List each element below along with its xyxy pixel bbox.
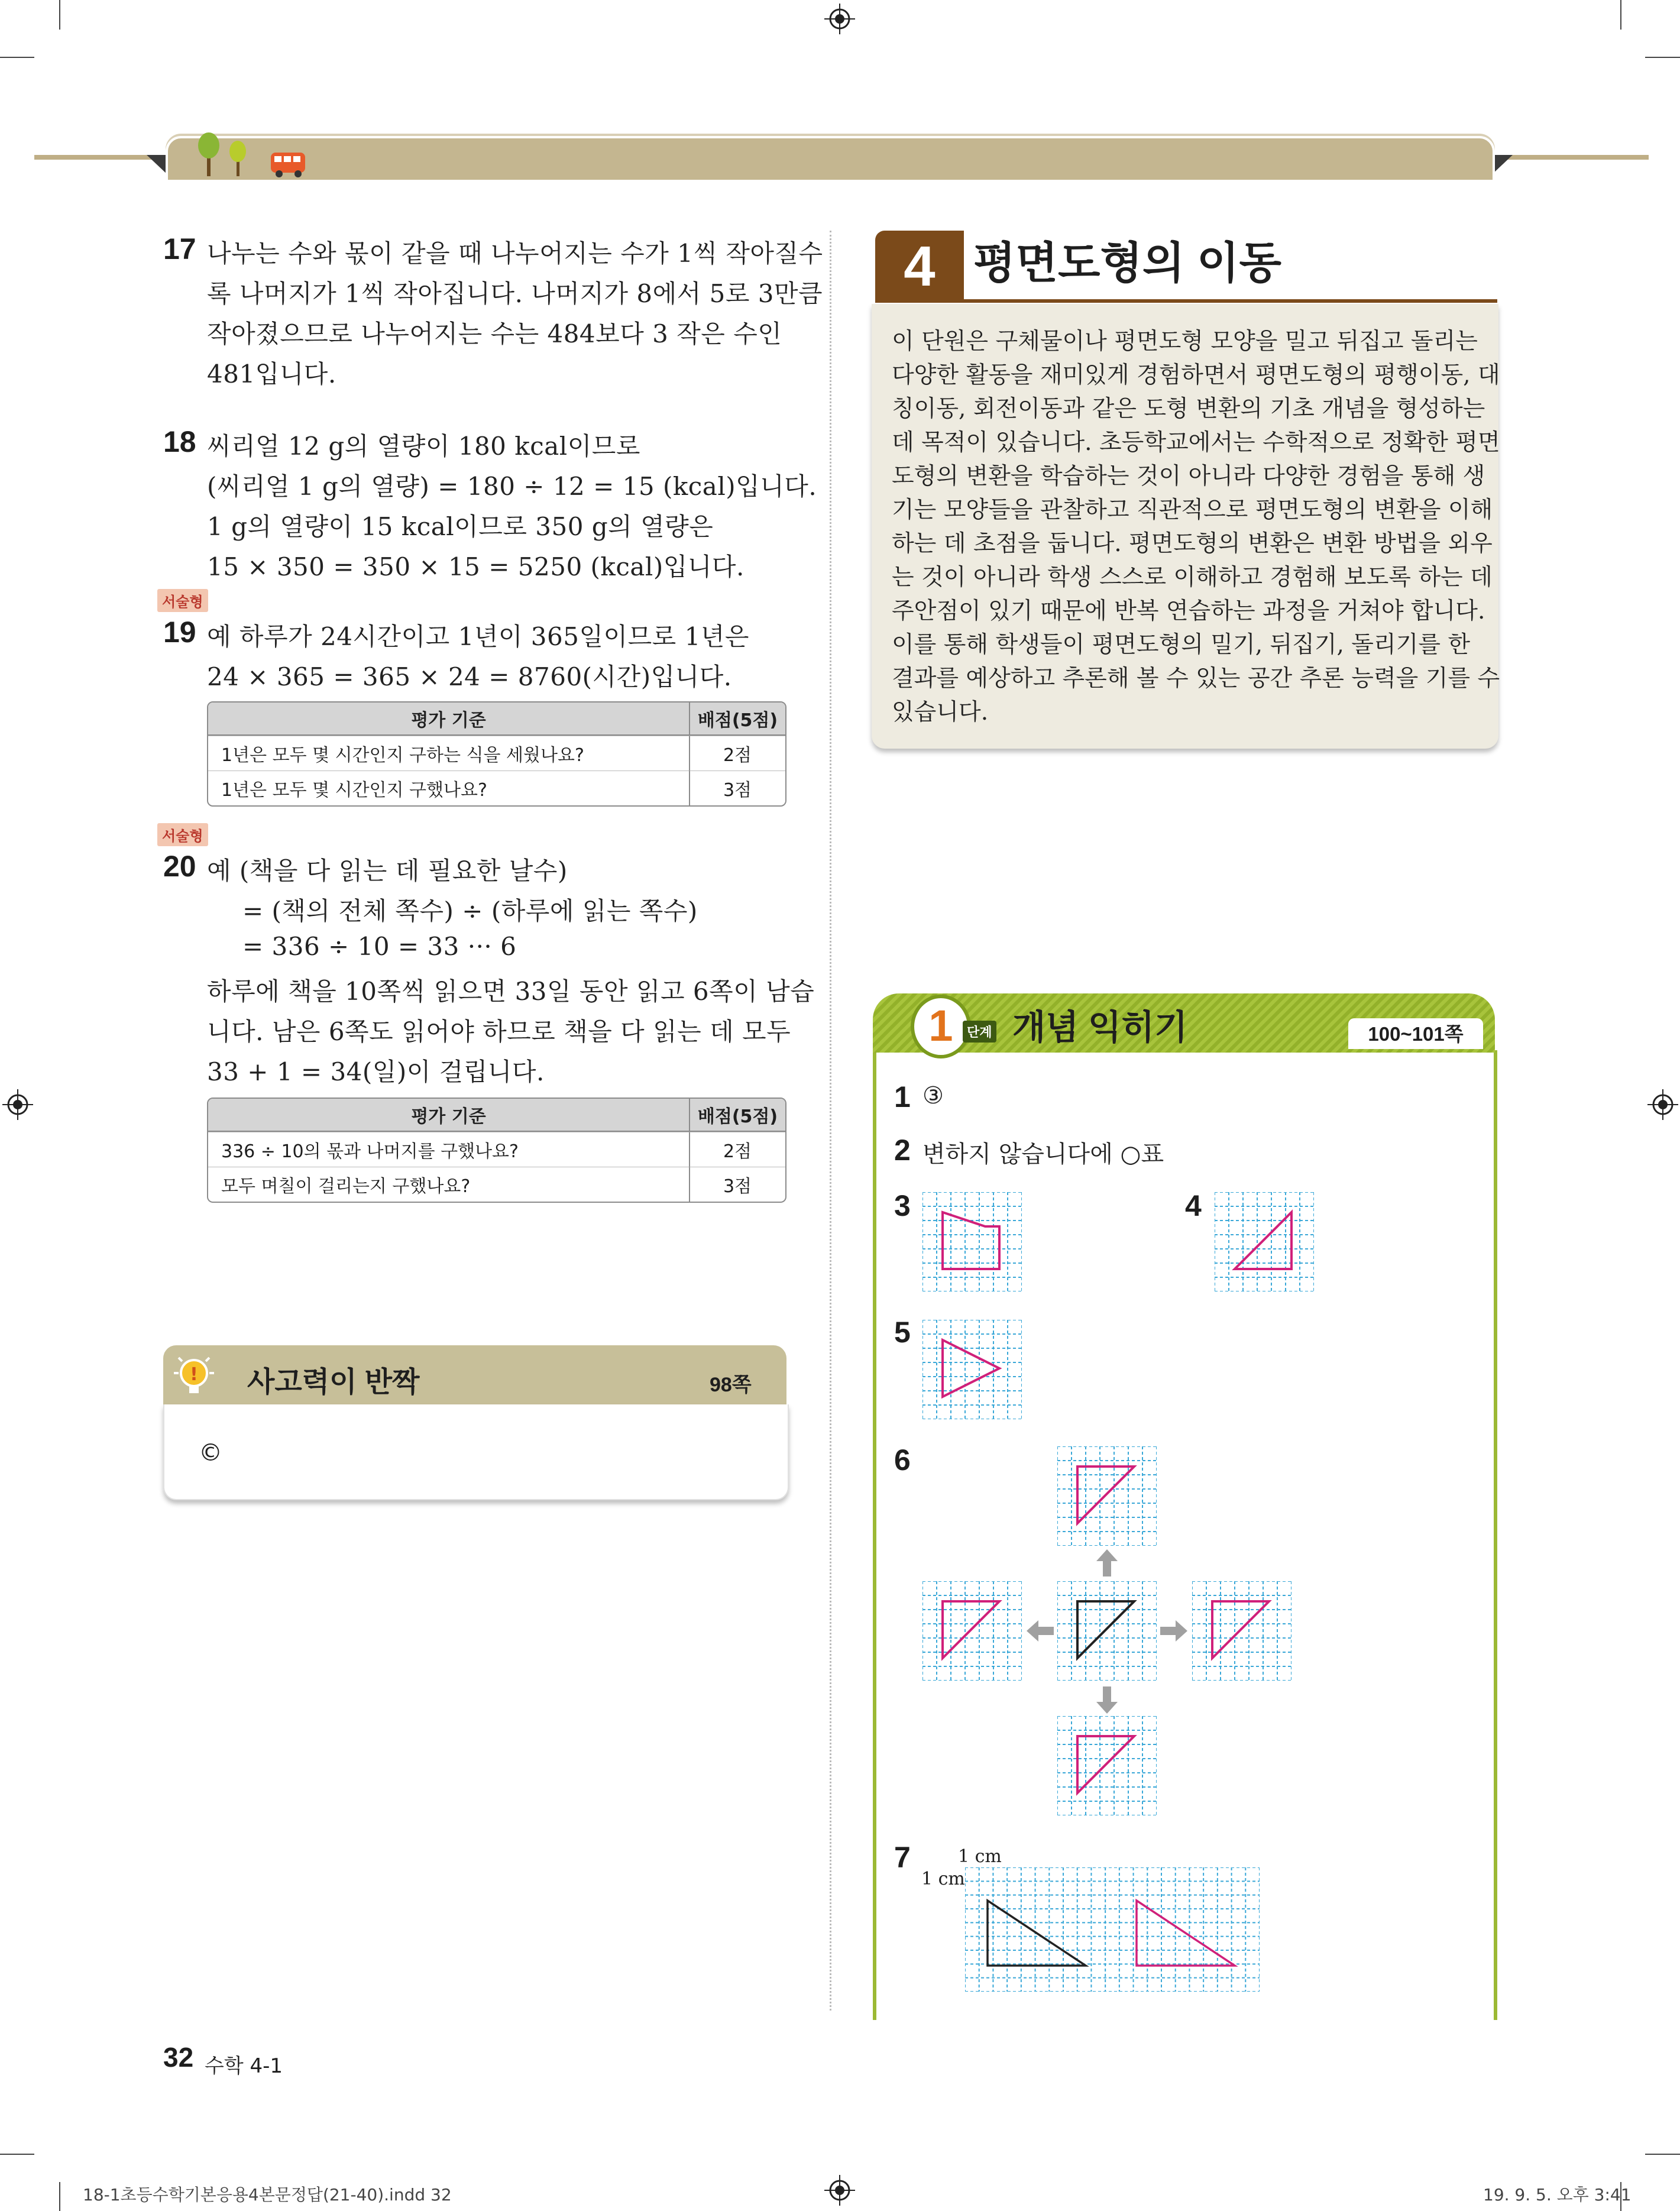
problem-text: 나누는 수와 몫이 같을 때 나누어지는 수가 1씩 작아질수 [207, 239, 823, 268]
crop-mark [1645, 2154, 1680, 2155]
descriptive-badge: 서술형 [157, 823, 208, 846]
think-box-answer: © [199, 1439, 222, 1467]
crop-mark [1620, 0, 1621, 30]
intro-text: 는 것이 아니라 학생 스스로 이해하고 경험해 보도록 하는 데 [892, 564, 1493, 591]
think-box-body [163, 1404, 789, 1500]
problem-number: 18 [163, 425, 196, 458]
think-box-page: 98쪽 [710, 1374, 752, 1396]
problem-text: (씨리얼 1 g의 열량) = 180 ÷ 12 = 15 (kcal)입니다. [207, 472, 817, 501]
table-cell: 2점 [689, 1132, 785, 1167]
registration-mark-icon [1647, 1089, 1678, 1120]
registration-mark-icon [824, 4, 855, 34]
answer-number: 7 [894, 1841, 911, 1874]
table-header: 평가 기준 [208, 703, 689, 736]
table-cell: 3점 [689, 771, 785, 805]
problem-text: 록 나머지가 1씩 작아집니다. 나머지가 8에서 5로 3만큼 [207, 279, 823, 308]
answer-number: 2 [894, 1134, 911, 1167]
problem-text: = (책의 전체 쪽수) ÷ (하루에 읽는 쪽수) [242, 896, 698, 925]
table-row [208, 1167, 785, 1202]
tree-bus-icon [195, 131, 313, 177]
intro-text: 주안점이 있기 때문에 반복 연습하는 과정을 거쳐야 합니다. [892, 598, 1485, 624]
intro-text: 다양한 활동을 재미있게 경험하면서 평면도형의 평행이동, 대 [892, 362, 1500, 389]
problem-text: 1 g의 열량이 15 kcal이므로 350 g의 열량은 [207, 512, 714, 541]
file-name: 18-1초등수학기본응용4본문정답(21-40).indd 32 [83, 2185, 452, 2204]
answer-6-center-grid [1057, 1581, 1157, 1681]
problem-number: 19 [163, 616, 196, 649]
table-cell: 1년은 모두 몇 시간인지 구하는 식을 세웠나요? [208, 736, 689, 771]
table-row [208, 1132, 785, 1167]
table-cell: 모두 며칠이 걸리는지 구했나요? [208, 1167, 689, 1202]
chapter-number: 4 [875, 231, 964, 302]
page-number: 32 [163, 2042, 194, 2073]
column-divider [830, 231, 831, 2011]
crop-mark [1645, 57, 1680, 58]
chapter-title: 평면도형의 이동 [973, 238, 1281, 287]
print-timestamp: 19. 9. 5. 오후 3:41 [1483, 2185, 1632, 2204]
arrow-left-icon [1027, 1620, 1054, 1642]
table-header: 배점(5점) [689, 703, 785, 736]
problem-text: 33 + 1 = 34(일)이 걸립니다. [207, 1057, 545, 1086]
evaluation-table [207, 701, 786, 807]
table-cell: 3점 [689, 1167, 785, 1202]
intro-text: 하는 데 초점을 둡니다. 평면도형의 변환은 변환 방법을 외우 [892, 530, 1493, 557]
answer-number: 6 [894, 1443, 911, 1477]
descriptive-badge: 서술형 [157, 589, 208, 612]
answer-number: 1 [894, 1080, 911, 1113]
step-number: 1 [911, 995, 971, 1058]
table-row [208, 736, 785, 771]
problem-number: 20 [163, 850, 196, 883]
step-pages: 100~101쪽 [1348, 1018, 1483, 1049]
svg-text:!: ! [190, 1364, 198, 1385]
problem-text: 481입니다. [207, 360, 336, 389]
answer-4-grid [1215, 1192, 1314, 1291]
problem-text: 예 하루가 24시간이고 1년이 365일이므로 1년은 [207, 622, 749, 651]
think-box-title: 사고력이 반짝 [247, 1367, 420, 1398]
table-cell: 1년은 모두 몇 시간인지 구했나요? [208, 771, 689, 805]
problem-text: 24 × 365 = 365 × 24 = 8760(시간)입니다. [207, 662, 732, 691]
problem-text: = 336 ÷ 10 = 33 ··· 6 [242, 932, 517, 961]
problem-text: 니다. 남은 6쪽도 읽어야 하므로 책을 다 읽는 데 모두 [207, 1017, 791, 1046]
table-cell: 336 ÷ 10의 몫과 나머지를 구했나요? [208, 1132, 689, 1167]
registration-mark-icon [824, 2175, 855, 2206]
answer-6-down-grid [1057, 1716, 1157, 1815]
answer-3-grid [922, 1192, 1022, 1291]
table-header: 평가 기준 [208, 1099, 689, 1132]
crop-mark [0, 2154, 34, 2155]
table-row [208, 771, 785, 805]
answer-text: ③ [922, 1082, 944, 1109]
intro-text: 결과를 예상하고 추론해 볼 수 있는 공간 추론 능력을 기를 수 [892, 665, 1500, 692]
step-title: 개념 익히기 [1012, 1008, 1188, 1047]
intro-text: 기는 모양들을 관찰하고 직관적으로 평면도형의 변환을 이해 [892, 497, 1493, 523]
answer-6-up-grid [1057, 1446, 1157, 1546]
intro-text: 이 단원은 구체물이나 평면도형 모양을 밀고 뒤집고 돌리는 [892, 328, 1478, 355]
problem-number: 17 [163, 232, 196, 266]
evaluation-table [207, 1098, 786, 1203]
table-cell: 2점 [689, 736, 785, 771]
step-label: 단계 [963, 1021, 996, 1043]
intro-text: 데 목적이 있습니다. 초등학교에서는 수학적으로 정확한 평면 [892, 429, 1500, 456]
chapter-underline [875, 299, 1497, 303]
answer-number: 5 [894, 1316, 911, 1349]
answer-text: 변하지 않습니다에 ○표 [922, 1141, 1164, 1168]
arrow-down-icon [1096, 1686, 1118, 1714]
crop-mark [59, 0, 60, 30]
answer-6-left-grid [922, 1581, 1022, 1681]
problem-text: 15 × 350 = 350 × 15 = 5250 (kcal)입니다. [207, 552, 744, 581]
crop-mark [59, 2182, 60, 2211]
intro-text: 있습니다. [892, 699, 989, 726]
problem-text: 작아졌으므로 나누어지는 수는 484보다 3 작은 수인 [207, 319, 782, 348]
intro-text: 칭이동, 회전이동과 같은 도형 변환의 기초 개념을 형성하는 [892, 396, 1485, 422]
answer-5-grid [922, 1320, 1022, 1419]
table-header: 배점(5점) [689, 1099, 785, 1132]
answer-7-grid [965, 1867, 1260, 1992]
intro-text: 이를 통해 학생들이 평면도형의 밀기, 뒤집기, 돌리기를 한 [892, 632, 1471, 658]
problem-text: 하루에 책을 10쪽씩 읽으면 33일 동안 읽고 6쪽이 남습 [207, 977, 815, 1006]
arrow-right-icon [1160, 1620, 1187, 1642]
header-tab [166, 136, 1495, 182]
answer-number: 3 [894, 1189, 911, 1222]
answer-6-right-grid [1192, 1581, 1291, 1681]
arrow-up-icon [1096, 1549, 1118, 1576]
problem-text: 씨리얼 12 g의 열량이 180 kcal이므로 [207, 432, 640, 461]
problem-text: 예 (책을 다 읽는 데 필요한 날수) [207, 856, 568, 885]
unit-label-y: 1 cm [921, 1869, 965, 1889]
book-title: 수학 4-1 [205, 2054, 283, 2078]
header-corner-left [147, 155, 168, 175]
intro-text: 도형의 변환을 학습하는 것이 아니라 다양한 경험을 통해 생 [892, 463, 1485, 490]
unit-label-x: 1 cm [958, 1846, 1002, 1867]
crop-mark [0, 57, 34, 58]
lightbulb-icon [170, 1349, 218, 1403]
registration-mark-icon [2, 1089, 33, 1120]
answer-number: 4 [1185, 1189, 1202, 1222]
